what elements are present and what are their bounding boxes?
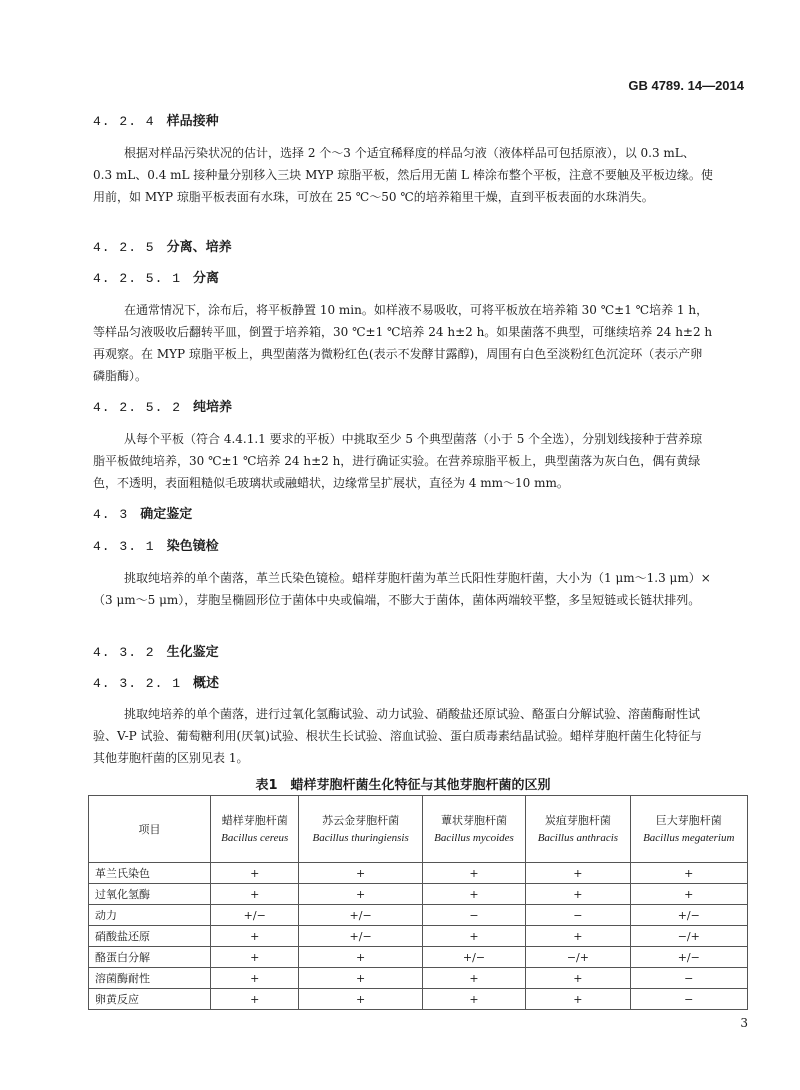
table-cell: + xyxy=(630,884,747,905)
table-cell: + xyxy=(422,884,526,905)
section-number: 4. 2. 4 xyxy=(93,114,155,129)
row-label: 溶菌酶耐性 xyxy=(89,968,211,989)
table-cell: + xyxy=(299,884,422,905)
table-cell: +/− xyxy=(211,905,299,926)
table-cell: +/− xyxy=(299,905,422,926)
table-caption: 表1 蜡样芽胞杆菌生化特征与其他芽胞杆菌的区别 xyxy=(255,778,551,793)
section-title: 确定鉴定 xyxy=(140,507,193,522)
paragraph-text: 在通常情况下，涂布后，将平板静置 10 min。如样液不易吸收，可将平板放在培养箱 30 ℃±1 ℃培养 1 h，等样品匀液吸收后翻转平皿，倒置于培养箱，30 ℃±1 ℃培养 24 h±2 h。如果菌落不典型，可继续培养 24 h±2 h 再观察。在 MYP 琼脂平板上，典型菌落为微粉红色(表示不发酵甘露醇)，周围有白色至淡粉红色沉淀环（表示产卵磷脂酶）。 xyxy=(93,303,713,383)
column-header xyxy=(526,796,630,863)
column-name-latin: Bacillus anthracis xyxy=(537,831,619,844)
section-title: 分离、培养 xyxy=(166,240,232,255)
table-cell: −/+ xyxy=(526,947,630,968)
table-cell: −/+ xyxy=(630,926,747,947)
table-cell: +/− xyxy=(630,947,747,968)
section-title: 概述 xyxy=(193,676,220,691)
table-row xyxy=(89,968,748,989)
table-cell: + xyxy=(211,947,299,968)
section-heading-4-2-4 xyxy=(93,110,219,129)
table-cell: − xyxy=(422,905,526,926)
section-number: 4. 3. 2. 1 xyxy=(93,676,182,691)
column-name-latin: Bacillus cereus xyxy=(221,831,289,844)
table-row xyxy=(89,905,748,926)
section-number: 4. 3 xyxy=(93,507,129,522)
row-label: 革兰氏染色 xyxy=(89,863,211,884)
column-name-cn: 炭疽芽胞杆菌 xyxy=(544,813,611,827)
biochemical-table xyxy=(88,795,748,1010)
row-label: 硝酸盐还原 xyxy=(89,926,211,947)
section-heading-4-3 xyxy=(93,503,192,522)
table-cell: + xyxy=(526,884,630,905)
column-name-latin: Bacillus mycoides xyxy=(434,831,514,844)
section-number: 4. 3. 1 xyxy=(93,539,155,554)
table-cell: + xyxy=(211,968,299,989)
table-cell: + xyxy=(526,926,630,947)
column-header xyxy=(422,796,526,863)
table-cell: − xyxy=(630,989,747,1010)
table-row xyxy=(89,989,748,1010)
paragraph-text: 挑取纯培养的单个菌落，革兰氏染色镜检。蜡样芽胞杆菌为革兰氏阳性芽胞杆菌，大小为（1 μm～1.3 μm）×（3 μm～5 μm），芽胞呈椭圆形位于菌体中央或偏端，不膨大于菌体，菌体两端较平整，多呈短链或长链状排列。 xyxy=(93,571,711,607)
paragraph-text: 挑取纯培养的单个菌落，进行过氧化氢酶试验、动力试验、硝酸盐还原试验、酪蛋白分解试验、溶菌酶耐性试验、V-P 试验、葡萄糖利用(厌氧)试验、根状生长试验、溶血试验、蛋白质毒素结晶试验。蜡样芽胞杆菌生化特征与其他芽胞杆菌的区别见表 1。 xyxy=(93,707,702,765)
section-heading-4-3-2-1 xyxy=(93,672,219,691)
row-label: 过氧化氢酶 xyxy=(89,884,211,905)
table-cell: + xyxy=(211,884,299,905)
section-number: 4. 3. 2 xyxy=(93,645,155,660)
column-header xyxy=(630,796,747,863)
paragraph-biochemical-overview xyxy=(93,703,713,769)
section-heading-4-2-5-1 xyxy=(93,267,219,286)
section-heading-4-2-5 xyxy=(93,236,232,255)
row-label: 卵黄反应 xyxy=(89,989,211,1010)
table-cell: + xyxy=(422,926,526,947)
table-cell: + xyxy=(630,863,747,884)
table-cell: + xyxy=(526,968,630,989)
column-name-cn: 蜡样芽胞杆菌 xyxy=(221,813,288,827)
table-cell: − xyxy=(526,905,630,926)
table-cell: +/− xyxy=(422,947,526,968)
section-title: 分离 xyxy=(193,271,220,286)
table-row xyxy=(89,926,748,947)
section-title: 纯培养 xyxy=(193,400,233,415)
table-cell: + xyxy=(211,926,299,947)
table-cell: +/− xyxy=(630,905,747,926)
table-header-row xyxy=(89,796,748,863)
standard-number: GB 4789. 14—2014 xyxy=(628,78,744,93)
table-cell: + xyxy=(526,863,630,884)
column-name-latin: Bacillus megaterium xyxy=(643,831,735,844)
table-cell: +/− xyxy=(299,926,422,947)
table-cell: + xyxy=(211,863,299,884)
paragraph-sample-inoculation xyxy=(93,142,713,208)
column-name-cn: 巨大芽胞杆菌 xyxy=(655,813,722,827)
table-cell: + xyxy=(526,989,630,1010)
table-row xyxy=(89,947,748,968)
section-heading-4-2-5-2 xyxy=(93,396,232,415)
table-cell: + xyxy=(299,863,422,884)
item-header: 项目 xyxy=(89,796,211,863)
section-heading-4-3-2 xyxy=(93,641,219,660)
table-cell: + xyxy=(422,863,526,884)
row-label: 酪蛋白分解 xyxy=(89,947,211,968)
section-number: 4. 2. 5. 1 xyxy=(93,271,182,286)
column-header xyxy=(299,796,422,863)
table-cell: + xyxy=(422,968,526,989)
paragraph-pure-culture xyxy=(93,428,713,494)
table-cell: − xyxy=(630,968,747,989)
section-heading-4-3-1 xyxy=(93,535,219,554)
row-label: 动力 xyxy=(89,905,211,926)
paragraph-text: 从每个平板（符合 4.4.1.1 要求的平板）中挑取至少 5 个典型菌落（小于 5 个全选），分别划线接种于营养琼脂平板做纯培养，30 ℃±1 ℃培养 24 h±2 h，进行确证实验。在营养琼脂平板上，典型菌落为灰白色，偶有黄绿色，不透明，表面粗糙似毛玻璃状或融蜡状，边缘常呈扩展状，直径为 4 mm～10 mm。 xyxy=(93,432,703,490)
paragraph-staining xyxy=(93,567,713,611)
paragraph-isolation xyxy=(93,299,713,387)
table-cell: + xyxy=(299,947,422,968)
table-cell: + xyxy=(299,968,422,989)
section-title: 样品接种 xyxy=(166,114,219,129)
section-number: 4. 2. 5 xyxy=(93,240,155,255)
column-name-latin: Bacillus thuringiensis xyxy=(312,831,409,844)
table-row xyxy=(89,884,748,905)
table-row xyxy=(89,863,748,884)
page-number: 3 xyxy=(740,1016,748,1030)
section-number: 4. 2. 5. 2 xyxy=(93,400,182,415)
column-name-cn: 蕈状芽胞杆菌 xyxy=(440,813,507,827)
table-cell: + xyxy=(211,989,299,1010)
column-name-cn: 苏云金芽胞杆菌 xyxy=(322,813,400,827)
section-title: 染色镜检 xyxy=(166,539,219,554)
paragraph-text: 根据对样品污染状况的估计，选择 2 个～3 个适宜稀释度的样品匀液（液体样品可包括原液），以 0.3 mL、0.3 mL、0.4 mL 接种量分别移入三块 MYP 琼脂平板，然后用无菌 L 棒涂布整个平板，注意不要触及平板边缘。使用前，如 MYP 琼脂平板表面有水珠，可放在 25 ℃～50 ℃的培养箱里干燥，直到平板表面的水珠消失。 xyxy=(93,146,713,204)
table-cell: + xyxy=(422,989,526,1010)
table-cell: + xyxy=(299,989,422,1010)
column-header xyxy=(211,796,299,863)
section-title: 生化鉴定 xyxy=(166,645,219,660)
